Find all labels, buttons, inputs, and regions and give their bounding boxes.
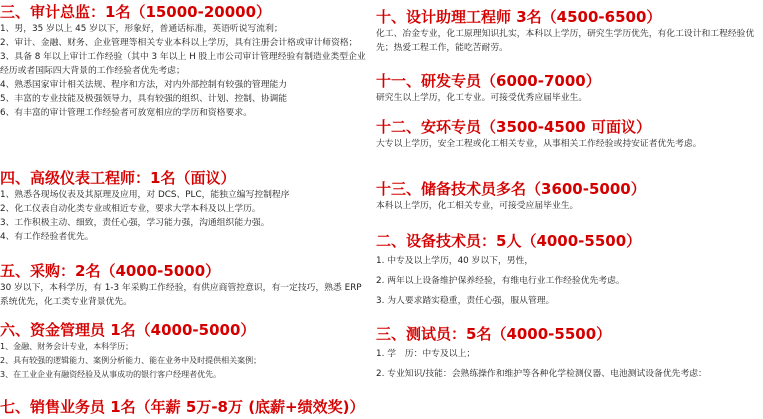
section-design-assistant bbox=[376, 8, 763, 55]
body-line: 3、工作积极主动、细致，责任心强，学习能力强，沟通组织能力强。 bbox=[0, 218, 270, 228]
section-heading: 二、设备技术员：5人（4000-5500） bbox=[376, 232, 642, 250]
body-line: 2. 两年以上设备维护保养经验，有维电行业工作经验优先考虑。 bbox=[376, 276, 625, 286]
section-heading: 十三、储备技术员多名（3600-5000） bbox=[376, 180, 646, 198]
body-line: 1、男，35 岁以上 45 岁以下，形象好，普通话标准，英语听说写流利； bbox=[0, 24, 283, 34]
section-equipment-technician bbox=[376, 232, 763, 311]
body-line: 30 岁以下，本科学历，有 1-3 年采购工作经验，有供应商管控意识，有一定技巧，熟悉 ERP 系统优先，化工类专业背景优先。 bbox=[0, 283, 362, 307]
section-body bbox=[0, 188, 372, 244]
body-line: 4、熟悉国家审计相关法规、程序和方法，对内外部控制有较强的管理能力 bbox=[0, 80, 288, 90]
body-line: 5、丰富的专业技能及极强领导力，具有较强的组织、计划、控制、协调能 bbox=[0, 94, 288, 104]
section-fund-manager bbox=[0, 321, 372, 382]
body-line: 1、金融、财务会计专业，本科学历； bbox=[0, 342, 134, 351]
section-rd-specialist bbox=[376, 72, 763, 105]
section-heading: 十二、安环专员（3500-4500 可面议） bbox=[376, 118, 651, 136]
section-reserve-technician bbox=[376, 180, 763, 213]
section-body bbox=[376, 137, 763, 151]
body-line: 研究生以上学历，化工专业。可接受优秀应届毕业生。 bbox=[376, 93, 588, 103]
section-body bbox=[0, 22, 372, 120]
body-line: 2、具有较强的逻辑能力、案例分析能力、能在业务中及时提供相关案例； bbox=[0, 356, 262, 365]
section-body bbox=[0, 281, 372, 309]
body-line: 2. 专业知识/技能：会熟练操作和维护等各种化学检测仪器、电池测试设备优先考虑： bbox=[376, 369, 707, 379]
section-body bbox=[0, 340, 372, 382]
section-safety-specialist bbox=[376, 118, 763, 151]
section-audit-director bbox=[0, 3, 372, 120]
section-tester bbox=[376, 325, 763, 384]
section-instrument-engineer bbox=[0, 169, 372, 244]
section-body bbox=[376, 251, 763, 311]
section-heading: 三、审计总监：1名（15000-20000） bbox=[0, 3, 272, 21]
section-heading: 六、资金管理员 1名（4000-5000） bbox=[0, 321, 256, 339]
section-heading: 十一、研发专员（6000-7000） bbox=[376, 72, 601, 90]
body-line: 本科以上学历，化工相关专业，可接受应届毕业生。 bbox=[376, 201, 579, 211]
section-procurement bbox=[0, 262, 372, 309]
body-line: 1. 中专及以上学历，40 岁以下，男性， bbox=[376, 256, 534, 266]
body-line: 3、具备 8 年以上审计工作经验（其中 3 年以上 H 股上市公司审计管理经验有制造业类型企业经历或者国际四大背景的工作经验者优先考虑； bbox=[0, 52, 366, 76]
body-line: 3. 为人要求踏实稳重，责任心强，服从管理。 bbox=[376, 296, 555, 306]
section-body bbox=[376, 27, 763, 55]
section-heading: 四、高级仪表工程师：1名（面议） bbox=[0, 169, 236, 187]
body-line: 2、化工仪表自动化类专业或相近专业，要求大学本科及以上学历。 bbox=[0, 204, 261, 214]
body-line: 2、审计、金融、财务、企业管理等相关专业本科以上学历，具有注册会计格或审计师资格； bbox=[0, 38, 358, 48]
section-body bbox=[376, 91, 763, 105]
section-heading: 十、设计助理工程师 3名（4500-6500） bbox=[376, 8, 662, 26]
body-line: 1、熟悉各现场仪表及其原理及应用，对 DCS、PLC，能独立编写控制程序 bbox=[0, 190, 290, 200]
body-line: 大专以上学历，安全工程或化工相关专业，从事相关工作经验或持安证者优先考虑。 bbox=[376, 139, 702, 149]
section-heading: 七、销售业务员 1名（年薪 5万-8万 (底薪+绩效奖)） bbox=[0, 398, 365, 416]
section-heading: 五、采购：2名（4000-5000） bbox=[0, 262, 221, 280]
section-heading: 三、测试员：5名（4000-5500） bbox=[376, 325, 612, 343]
section-body bbox=[376, 344, 763, 384]
body-line: 6、有丰富的审计管理工作经验者可放宽相应的学历和资格要求。 bbox=[0, 108, 252, 118]
body-line: 4、有工作经验者优先。 bbox=[0, 232, 94, 242]
body-line: 3、在工业企业有融资经验及从事成功的银行客户经理者优先。 bbox=[0, 370, 222, 379]
section-body bbox=[376, 199, 763, 213]
body-line: 化工、冶金专业，化工原理知识扎实，本科以上学历，研究生学历优先，有化工设计和工程经验优先；热爱工程工作，能吃苦耐劳。 bbox=[376, 29, 755, 53]
body-line: 1. 学 历：中专及以上； bbox=[376, 349, 476, 359]
section-sales bbox=[0, 398, 372, 417]
